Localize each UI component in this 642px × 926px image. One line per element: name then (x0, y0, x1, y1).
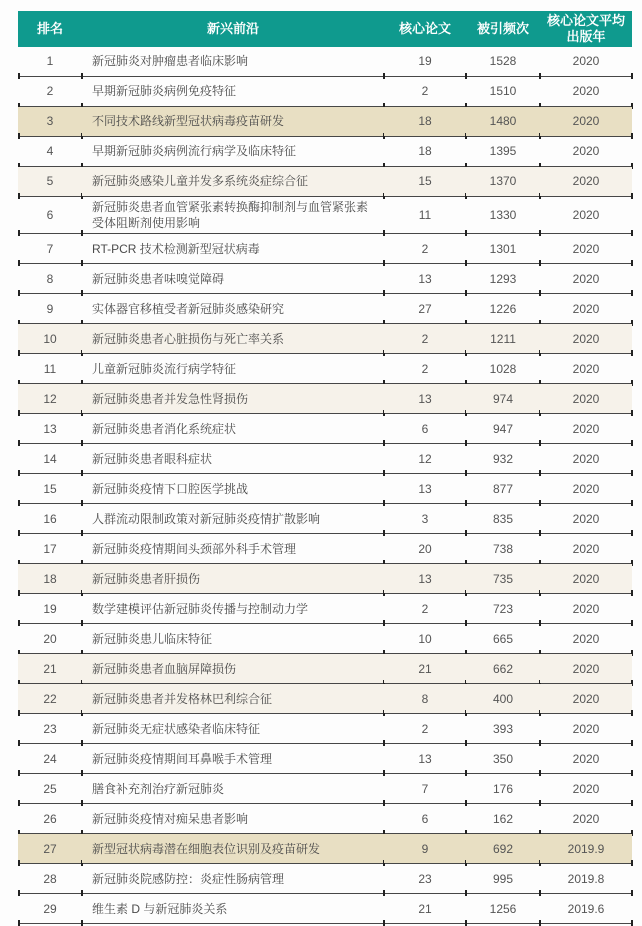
core-papers-cell: 13 (384, 474, 466, 504)
avg-year-cell: 2020 (540, 564, 632, 594)
core-papers-cell: 2 (384, 594, 466, 624)
rank-cell: 24 (18, 744, 82, 774)
header-core-papers: 核心论文 (384, 11, 466, 47)
table-row (18, 564, 632, 594)
table-row (18, 414, 632, 444)
table-row (18, 654, 632, 684)
citations-cell: 1028 (466, 354, 540, 384)
citations-cell: 1528 (466, 47, 540, 77)
core-papers-cell: 12 (384, 444, 466, 474)
avg-year-cell: 2020 (540, 137, 632, 167)
citations-cell: 735 (466, 564, 540, 594)
citations-cell: 1330 (466, 197, 540, 234)
citations-cell: 932 (466, 444, 540, 474)
citations-cell: 400 (466, 684, 540, 714)
rank-cell: 12 (18, 384, 82, 414)
avg-year-cell: 2020 (540, 714, 632, 744)
rank-cell: 15 (18, 474, 82, 504)
avg-year-cell: 2020 (540, 107, 632, 137)
table-row (18, 594, 632, 624)
rank-cell: 21 (18, 654, 82, 684)
avg-year-cell: 2020 (540, 684, 632, 714)
core-papers-cell: 11 (384, 197, 466, 234)
front-title-cell: 新冠肺炎疫情期间头颈部外科手术管理 (82, 534, 384, 564)
front-title-cell: 新冠肺炎患儿临床特征 (82, 624, 384, 654)
avg-year-cell: 2020 (540, 414, 632, 444)
front-title-cell: 新冠肺炎患者并发格林巴利综合征 (82, 684, 384, 714)
table-row (18, 444, 632, 474)
citations-cell: 1301 (466, 234, 540, 264)
citations-cell: 995 (466, 864, 540, 894)
header-rank: 排名 (18, 11, 82, 47)
rank-cell: 11 (18, 354, 82, 384)
rank-cell: 2 (18, 77, 82, 107)
front-title-cell: 新冠肺炎无症状感染者临床特征 (82, 714, 384, 744)
table-row (18, 294, 632, 324)
avg-year-cell: 2020 (540, 234, 632, 264)
citations-cell: 738 (466, 534, 540, 564)
citations-cell: 1510 (466, 77, 540, 107)
citations-cell: 176 (466, 774, 540, 804)
rank-cell: 22 (18, 684, 82, 714)
citations-cell: 1293 (466, 264, 540, 294)
front-title-cell: 新冠肺炎患者血管紧张素转换酶抑制剂与血管紧张素受体阻断剂使用影响 (82, 197, 384, 234)
front-title-cell: 新冠肺炎对肿瘤患者临床影响 (82, 47, 384, 77)
table-row (18, 774, 632, 804)
core-papers-cell: 9 (384, 834, 466, 864)
core-papers-cell: 19 (384, 47, 466, 77)
table-row (18, 264, 632, 294)
table-row (18, 504, 632, 534)
table-header (18, 11, 632, 47)
table-row (18, 534, 632, 564)
citations-cell: 877 (466, 474, 540, 504)
rank-cell: 10 (18, 324, 82, 354)
avg-year-cell: 2020 (540, 167, 632, 197)
rank-cell: 28 (18, 864, 82, 894)
table-row (18, 47, 632, 77)
core-papers-cell: 8 (384, 684, 466, 714)
rank-cell: 25 (18, 774, 82, 804)
front-title-cell: 新冠肺炎患者血脑屏障损伤 (82, 654, 384, 684)
avg-year-cell: 2020 (540, 264, 632, 294)
table-row (18, 384, 632, 414)
core-papers-cell: 23 (384, 864, 466, 894)
front-title-cell: 不同技术路线新型冠状病毒疫苗研发 (82, 107, 384, 137)
front-title-cell: 膳食补充剂治疗新冠肺炎 (82, 774, 384, 804)
front-title-cell: 新冠肺炎感染儿童并发多系统炎症综合征 (82, 167, 384, 197)
front-title-cell: 新冠肺炎疫情下口腔医学挑战 (82, 474, 384, 504)
citations-cell: 1256 (466, 894, 540, 924)
avg-year-cell: 2020 (540, 474, 632, 504)
header-avg-year-line1: 核心论文平均 (546, 12, 625, 28)
table-row (18, 167, 632, 197)
rank-cell: 5 (18, 167, 82, 197)
citations-cell: 692 (466, 834, 540, 864)
front-title-cell: 人群流动限制政策对新冠肺炎疫情扩散影响 (82, 504, 384, 534)
avg-year-cell: 2020 (540, 384, 632, 414)
avg-year-cell: 2020 (540, 197, 632, 234)
front-title-cell: 数学建模评估新冠肺炎传播与控制动力学 (82, 594, 384, 624)
table-row (18, 624, 632, 654)
front-title-cell: 实体器官移植受者新冠肺炎感染研究 (82, 294, 384, 324)
table-row (18, 894, 632, 924)
citations-cell: 1395 (466, 137, 540, 167)
avg-year-cell: 2020 (540, 77, 632, 107)
avg-year-cell: 2019.6 (540, 894, 632, 924)
front-title-cell: 新冠肺炎患者消化系统症状 (82, 414, 384, 444)
avg-year-cell: 2020 (540, 444, 632, 474)
table-row (18, 197, 632, 234)
core-papers-cell: 6 (384, 414, 466, 444)
citations-cell: 162 (466, 804, 540, 834)
core-papers-cell: 18 (384, 137, 466, 167)
header-emerging-front: 新兴前沿 (82, 11, 384, 47)
table-row (18, 744, 632, 774)
rank-cell: 14 (18, 444, 82, 474)
table-row (18, 714, 632, 744)
avg-year-cell: 2020 (540, 804, 632, 834)
rank-cell: 27 (18, 834, 82, 864)
avg-year-cell: 2020 (540, 504, 632, 534)
citations-cell: 947 (466, 414, 540, 444)
table-row (18, 137, 632, 167)
core-papers-cell: 3 (384, 504, 466, 534)
rank-cell: 26 (18, 804, 82, 834)
core-papers-cell: 10 (384, 624, 466, 654)
front-title-cell: RT-PCR 技术检测新型冠状病毒 (82, 234, 384, 264)
core-papers-cell: 13 (384, 384, 466, 414)
front-title-cell: 新冠肺炎疫情对痴呆患者影响 (82, 804, 384, 834)
avg-year-cell: 2020 (540, 324, 632, 354)
citations-cell: 1211 (466, 324, 540, 354)
rank-cell: 3 (18, 107, 82, 137)
front-title-cell: 新冠肺炎患者心脏损伤与死亡率关系 (82, 324, 384, 354)
table-row (18, 107, 632, 137)
core-papers-cell: 2 (384, 324, 466, 354)
citations-cell: 350 (466, 744, 540, 774)
core-papers-cell: 13 (384, 264, 466, 294)
core-papers-cell: 13 (384, 564, 466, 594)
front-title-cell: 新冠肺炎患者眼科症状 (82, 444, 384, 474)
table-row (18, 324, 632, 354)
core-papers-cell: 2 (384, 77, 466, 107)
citations-cell: 723 (466, 594, 540, 624)
core-papers-cell: 21 (384, 894, 466, 924)
avg-year-cell: 2019.9 (540, 834, 632, 864)
rank-cell: 18 (18, 564, 82, 594)
avg-year-cell: 2020 (540, 354, 632, 384)
rank-cell: 1 (18, 47, 82, 77)
table-row (18, 684, 632, 714)
rank-cell: 4 (18, 137, 82, 167)
rank-cell: 29 (18, 894, 82, 924)
citations-cell: 665 (466, 624, 540, 654)
rank-cell: 7 (18, 234, 82, 264)
rank-cell: 20 (18, 624, 82, 654)
avg-year-cell: 2020 (540, 534, 632, 564)
front-title-cell: 早期新冠肺炎病例流行病学及临床特征 (82, 137, 384, 167)
emerging-fronts-table (18, 11, 632, 924)
avg-year-cell: 2020 (540, 624, 632, 654)
front-title-cell: 维生素 D 与新冠肺炎关系 (82, 894, 384, 924)
table-body (18, 47, 632, 924)
core-papers-cell: 7 (384, 774, 466, 804)
avg-year-cell: 2020 (540, 774, 632, 804)
front-title-cell: 新冠肺炎患者味嗅觉障碍 (82, 264, 384, 294)
table-row (18, 864, 632, 894)
table-row (18, 834, 632, 864)
core-papers-cell: 13 (384, 744, 466, 774)
citations-cell: 974 (466, 384, 540, 414)
rank-cell: 16 (18, 504, 82, 534)
core-papers-cell: 21 (384, 654, 466, 684)
table-row (18, 474, 632, 504)
table-row (18, 234, 632, 264)
front-title-cell: 新冠肺炎疫情期间耳鼻喉手术管理 (82, 744, 384, 774)
rank-cell: 13 (18, 414, 82, 444)
citations-cell: 393 (466, 714, 540, 744)
citations-cell: 1370 (466, 167, 540, 197)
header-row (18, 11, 632, 47)
rank-cell: 6 (18, 197, 82, 234)
table-row (18, 77, 632, 107)
avg-year-cell: 2020 (540, 47, 632, 77)
avg-year-cell: 2019.8 (540, 864, 632, 894)
front-title-cell: 新冠肺炎患者肝损伤 (82, 564, 384, 594)
citations-cell: 1226 (466, 294, 540, 324)
table-row (18, 804, 632, 834)
citations-cell: 1480 (466, 107, 540, 137)
citations-cell: 835 (466, 504, 540, 534)
core-papers-cell: 15 (384, 167, 466, 197)
core-papers-cell: 2 (384, 714, 466, 744)
rank-cell: 8 (18, 264, 82, 294)
front-title-cell: 新冠肺炎院感防控：炎症性肠病管理 (82, 864, 384, 894)
header-citations: 被引频次 (466, 11, 540, 47)
avg-year-cell: 2020 (540, 654, 632, 684)
rank-cell: 23 (18, 714, 82, 744)
rank-cell: 9 (18, 294, 82, 324)
rank-cell: 17 (18, 534, 82, 564)
avg-year-cell: 2020 (540, 744, 632, 774)
header-avg-year (540, 11, 632, 47)
core-papers-cell: 2 (384, 234, 466, 264)
core-papers-cell: 20 (384, 534, 466, 564)
core-papers-cell: 18 (384, 107, 466, 137)
front-title-cell: 儿童新冠肺炎流行病学特征 (82, 354, 384, 384)
core-papers-cell: 6 (384, 804, 466, 834)
avg-year-cell: 2020 (540, 294, 632, 324)
table-row (18, 354, 632, 384)
core-papers-cell: 2 (384, 354, 466, 384)
front-title-cell: 新型冠状病毒潜在细胞表位识别及疫苗研发 (82, 834, 384, 864)
citations-cell: 662 (466, 654, 540, 684)
avg-year-cell: 2020 (540, 594, 632, 624)
rank-cell: 19 (18, 594, 82, 624)
front-title-cell: 早期新冠肺炎病例免疫特征 (82, 77, 384, 107)
header-avg-year-line2: 出版年 (566, 29, 606, 44)
front-title-cell: 新冠肺炎患者并发急性肾损伤 (82, 384, 384, 414)
core-papers-cell: 27 (384, 294, 466, 324)
